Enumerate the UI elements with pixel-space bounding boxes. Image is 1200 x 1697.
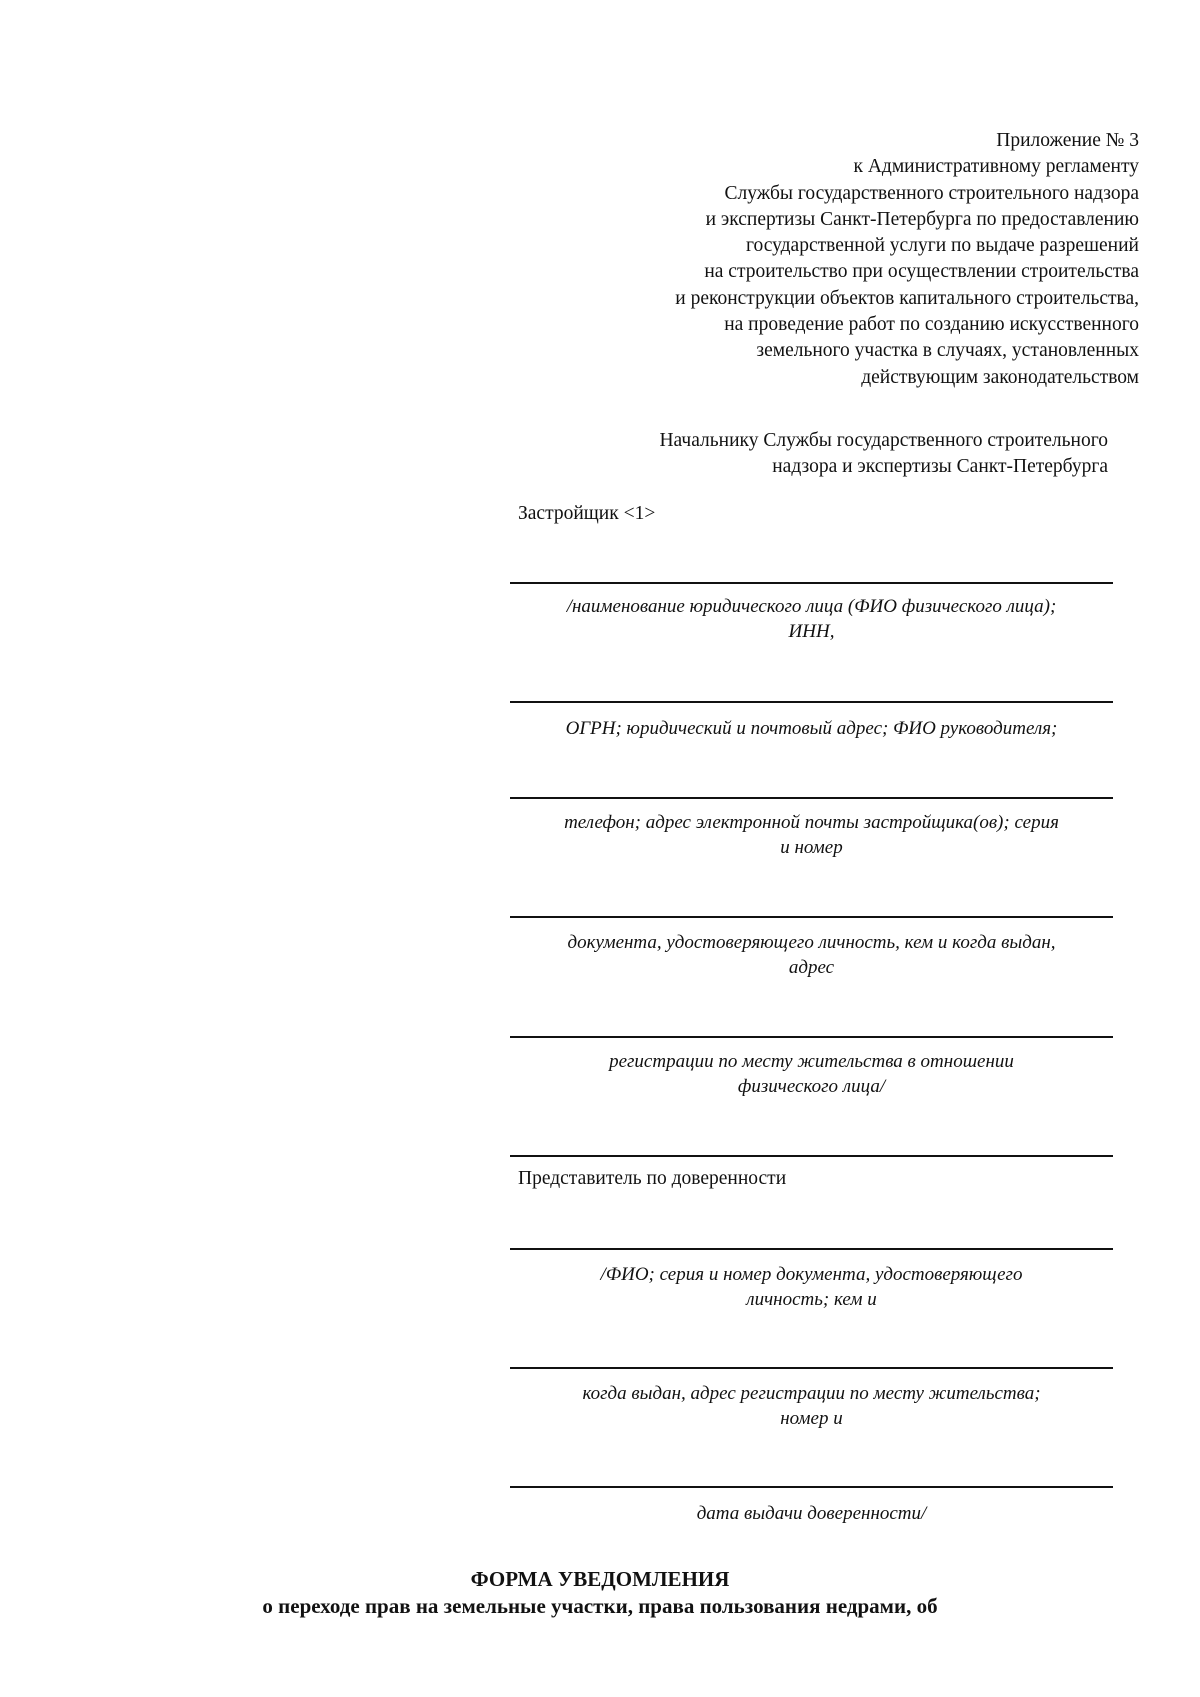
appendix-line: государственной услуги по выдаче разрешений — [745, 235, 1139, 257]
appendix-line: действующим законодательством — [861, 366, 1139, 388]
addressee-line: Начальнику Службы государственного строительного — [659, 430, 1108, 451]
representative-field-line-3[interactable] — [510, 1486, 1113, 1488]
developer-label: Застройщик <1> — [518, 503, 656, 524]
appendix-line: Приложение № 3 — [996, 130, 1139, 151]
appendix-line: и реконструкции объектов капитального строительства, — [675, 287, 1139, 309]
representative-label: Представитель по доверенности — [518, 1168, 787, 1189]
representative-caption-2: когда выдан, адрес регистрации по месту жительства; номер и — [582, 1383, 1041, 1429]
appendix-line: на проведение работ по созданию искусственного — [724, 314, 1139, 336]
form-title — [0, 1566, 1200, 1620]
appendix-line: Службы государственного строительного надзора — [724, 182, 1139, 204]
developer-field-line-2[interactable] — [510, 701, 1113, 703]
developer-field-line-4[interactable] — [510, 916, 1113, 918]
developer-caption-1: /наименование юридического лица (ФИО физического лица); ИНН, — [566, 596, 1057, 642]
form-title-line-2: о переходе прав на земельные участки, права пользования недрами, об — [262, 1594, 938, 1618]
representative-caption-3: дата выдачи доверенности/ — [696, 1503, 927, 1524]
appendix-line: земельного участка в случаях, установленных — [756, 340, 1139, 362]
developer-caption-5: регистрации по месту жительства в отношении физического лица/ — [609, 1051, 1014, 1097]
developer-caption-4: документа, удостоверяющего личность, кем и когда выдан, адрес — [567, 932, 1056, 978]
representative-field-line-1[interactable] — [510, 1248, 1113, 1250]
addressee-block — [548, 428, 1108, 481]
developer-caption-2: ОГРН; юридический и почтовый адрес; ФИО руководителя; — [565, 718, 1058, 739]
representative-field-line-2[interactable] — [510, 1367, 1113, 1369]
representative-caption-1: /ФИО; серия и номер документа, удостоверяющего личность; кем и — [600, 1264, 1023, 1310]
appendix-header — [519, 128, 1139, 391]
appendix-line: на строительство при осуществлении строительства — [704, 261, 1139, 283]
appendix-line: и экспертизы Санкт-Петербурга по предоставлению — [705, 208, 1139, 230]
developer-caption-3: телефон; адрес электронной почты застройщика(ов); серия и номер — [564, 812, 1059, 858]
developer-field-line-5[interactable] — [510, 1036, 1113, 1038]
form-title-line-1: ФОРМА УВЕДОМЛЕНИЯ — [470, 1567, 730, 1591]
addressee-line: надзора и экспертизы Санкт-Петербурга — [772, 456, 1108, 478]
developer-field-line-6[interactable] — [510, 1155, 1113, 1157]
developer-field-line-3[interactable] — [510, 797, 1113, 799]
developer-field-line-1[interactable] — [510, 582, 1113, 584]
appendix-line: к Административному регламенту — [853, 156, 1139, 178]
